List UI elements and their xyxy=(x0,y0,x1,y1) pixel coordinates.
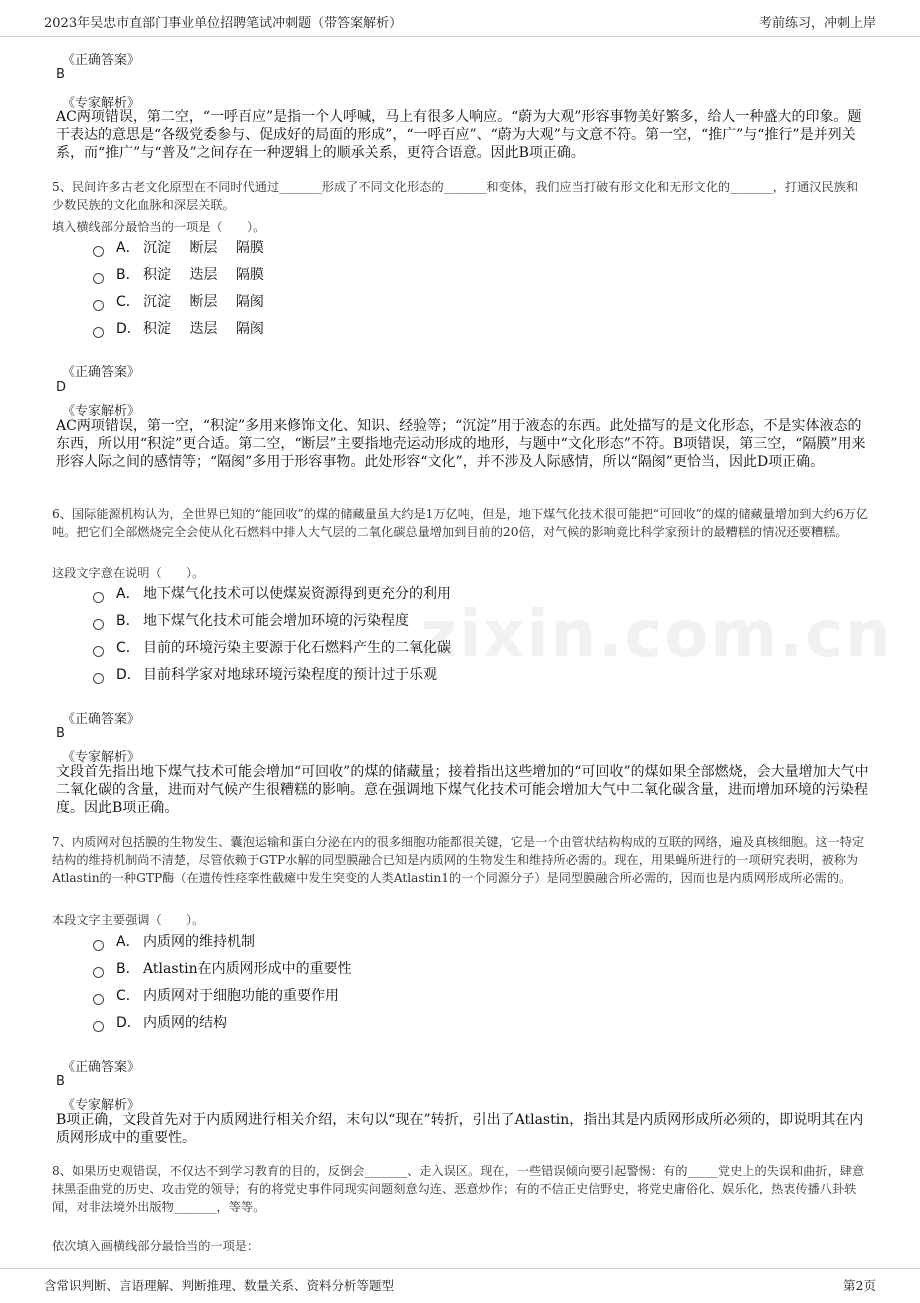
option-text: 沉淀 断层 隔膜 xyxy=(143,240,264,256)
question-6-text: 6、国际能源机构认为，全世界已知的“能回收”的煤的储藏量虽大约是1万亿吨，但是，地下煤气化技术很可能把“可回收”的煤的储藏量增加到大约6万亿吨。把它们全部燃烧完全会使从化石燃料中排人大气层的二氧化碳总量增加到目前的20倍，对气候的影响竟比科学家预计的最糟糕的情况还要糟糕。 xyxy=(52,507,868,539)
answer-value: D xyxy=(56,380,67,395)
radio-icon[interactable] xyxy=(93,994,104,1005)
radio-icon[interactable] xyxy=(93,967,104,978)
option-text: 内质网对于细胞功能的重要作用 xyxy=(143,988,339,1004)
explanation-heading: 《专家解析》 xyxy=(62,750,141,765)
radio-icon[interactable] xyxy=(93,300,104,311)
option-label: B． xyxy=(116,267,140,283)
question-7-option-d[interactable] xyxy=(93,1012,227,1032)
option-text: 目前科学家对地球环境污染程度的预计过于乐观 xyxy=(143,667,437,683)
radio-icon[interactable] xyxy=(93,1021,104,1032)
option-label: A． xyxy=(116,934,140,950)
document-title: 2023年吴忠市直部门事业单位招聘笔试冲刺题（带答案解析） xyxy=(44,16,403,31)
option-label: C． xyxy=(116,988,140,1004)
option-text: 地下煤气化技术可能会增加环境的污染程度 xyxy=(143,613,409,629)
question-5-option-b[interactable] xyxy=(93,264,264,284)
answer-value: B xyxy=(56,1074,65,1089)
explanation-heading: 《专家解析》 xyxy=(62,404,141,419)
radio-icon[interactable] xyxy=(93,327,104,338)
option-text: 内质网的结构 xyxy=(143,1015,227,1031)
radio-icon[interactable] xyxy=(93,246,104,257)
watermark: zixin.com.cn xyxy=(420,598,893,672)
question-6-option-c[interactable] xyxy=(93,637,451,657)
question-5-prompt: 填入横线部分最恰当的一项是（ ）。 xyxy=(52,220,266,234)
answer-heading: 《正确答案》 xyxy=(62,712,141,727)
option-text: 内质网的维持机制 xyxy=(143,934,255,950)
radio-icon[interactable] xyxy=(93,646,104,657)
question-7-text: 7、内质网对包括膜的生物发生、囊泡运输和蛋白分泌在内的很多细胞功能都很关键，它是一个由管状结构构成的互联的网络，遍及真核细胞。这一特定结构的维持机制尚不清楚，尽管依赖于GTP水解的同型膜融合已知是内质网的生物发生和维持所必需的。现在，用果蝇所进行的一项研究表明，被称为Atlastin的一种GTP酶（在遗传性痉挛性截瘫中发生突变的人类Atlastin1的一个同源分子）是同型膜融合所必需的，因而也是内质网形成所必需的。 xyxy=(52,835,865,885)
option-label: A． xyxy=(116,586,140,602)
question-7-option-c[interactable] xyxy=(93,985,339,1005)
answer-heading: 《正确答案》 xyxy=(62,1060,141,1075)
question-6-option-a[interactable] xyxy=(93,583,451,603)
question-8-text: 8、如果历史观错误，不仅达不到学习教育的目的，反倒会_______、走入误区。现在，一些错误倾向要引起警惕：有的_____党史上的失误和曲折，肆意抹黑歪曲党的历史、攻击党的领导；有的将党史事件同现实问题刻意勾连、恶意炒作；有的不信正史信野史，将党史庸俗化、娱乐化，热衷传播八卦轶闻，对非法境外出版物_______，等等。 xyxy=(52,1164,865,1214)
option-text: 沉淀 断层 隔阂 xyxy=(143,294,264,310)
question-7-prompt: 本段文字主要强调（ ）。 xyxy=(52,913,205,927)
answer-value: B xyxy=(56,67,65,82)
question-5-option-d[interactable] xyxy=(93,318,264,338)
footer-topics: 含常识判断、言语理解、判断推理、数量关系、资料分析等题型 xyxy=(44,1278,395,1293)
option-label: C． xyxy=(116,640,140,656)
option-text: 地下煤气化技术可以使煤炭资源得到更充分的利用 xyxy=(143,586,451,602)
option-text: Atlastin在内质网形成中的重要性 xyxy=(143,961,352,977)
page-header xyxy=(0,0,920,37)
explanation-text: AC两项错误，第一空，“积淀”多用来修饰文化、知识、经验等；“沉淀”用于液态的东西。此处描写的是文化形态，不是实体液态的东西，所以用“积淀”更合适。第二空，“断层”主要指地壳运动形成的地形，与题中“文化形态”不符。B项错误，第三空，“隔膜”用来形容人际之间的感情等；“隔阂”多用于形容事物。此处形容“文化”，并不涉及人际感情，所以“隔阂”更恰当，因此D项正确。 xyxy=(56,418,866,470)
answer-heading: 《正确答案》 xyxy=(62,53,141,68)
question-5-text: 5、民间许多古老文化原型在不同时代通过_______形成了不同文化形态的_______和变体，我们应当打破有形文化和无形文化的_______，打通汉民族和少数民族的文化血脉和深层关联。 xyxy=(52,180,859,212)
option-label: B． xyxy=(116,961,140,977)
radio-icon[interactable] xyxy=(93,940,104,951)
explanation-heading: 《专家解析》 xyxy=(62,1098,141,1113)
radio-icon[interactable] xyxy=(93,673,104,684)
answer-value: B xyxy=(56,726,65,741)
option-label: D． xyxy=(116,667,141,683)
answer-heading: 《正确答案》 xyxy=(62,365,141,380)
question-6-prompt: 这段文字意在说明（ ）。 xyxy=(52,566,205,580)
option-label: A． xyxy=(116,240,140,256)
radio-icon[interactable] xyxy=(93,619,104,630)
option-label: B． xyxy=(116,613,140,629)
option-text: 目前的环境污染主要源于化石燃料产生的二氧化碳 xyxy=(143,640,451,656)
option-text: 积淀 迭层 隔膜 xyxy=(143,267,264,283)
radio-icon[interactable] xyxy=(93,592,104,603)
option-label: D． xyxy=(116,321,141,337)
header-slogan: 考前练习，冲刺上岸 xyxy=(758,16,876,31)
option-text: 积淀 迭层 隔阂 xyxy=(143,321,264,337)
question-8-prompt: 依次填入画横线部分最恰当的一项是： xyxy=(52,1239,260,1253)
page-footer xyxy=(0,1268,920,1303)
question-6-option-b[interactable] xyxy=(93,610,409,630)
explanation-text: AC两项错误，第二空，“一呼百应”是指一个人呼喊，马上有很多人响应。“蔚为大观”形容事物美好繁多，给人一种盛大的印象。题干表达的意思是“各级党委参与、促成好的局面的形成”，“一呼百应”、“蔚为大观”与文意不符。第一空，“推广”与“推行”是并列关系，而“推广”与“普及”之间存在一种逻辑上的顺承关系，更符合语意。因此B项正确。 xyxy=(56,109,862,161)
question-5-option-a[interactable] xyxy=(93,237,264,257)
explanation-heading: 《专家解析》 xyxy=(62,96,141,111)
question-5-option-c[interactable] xyxy=(93,291,264,311)
question-7-option-a[interactable] xyxy=(93,931,255,951)
radio-icon[interactable] xyxy=(93,273,104,284)
explanation-text: 文段首先指出地下煤气技术可能会增加“可回收”的煤的储藏量；接着指出这些增加的“可回收”的煤如果全部燃烧，会大量增加大气中二氧化碳的含量，进而对气候产生很糟糕的影响。意在强调地下煤气化技术可能会增加大气中二氧化碳含量，进而增加环境的污染程度。因此B项正确。 xyxy=(56,764,869,816)
option-label: C． xyxy=(116,294,140,310)
question-6-option-d[interactable] xyxy=(93,664,437,684)
option-label: D． xyxy=(116,1015,141,1031)
page-number: 第2页 xyxy=(843,1278,876,1293)
explanation-text: B项正确，文段首先对于内质网进行相关介绍，末句以“现在”转折，引出了Atlastin，指出其是内质网形成所必须的，即说明其在内质网形成中的重要性。 xyxy=(56,1112,864,1146)
question-7-option-b[interactable] xyxy=(93,958,352,978)
